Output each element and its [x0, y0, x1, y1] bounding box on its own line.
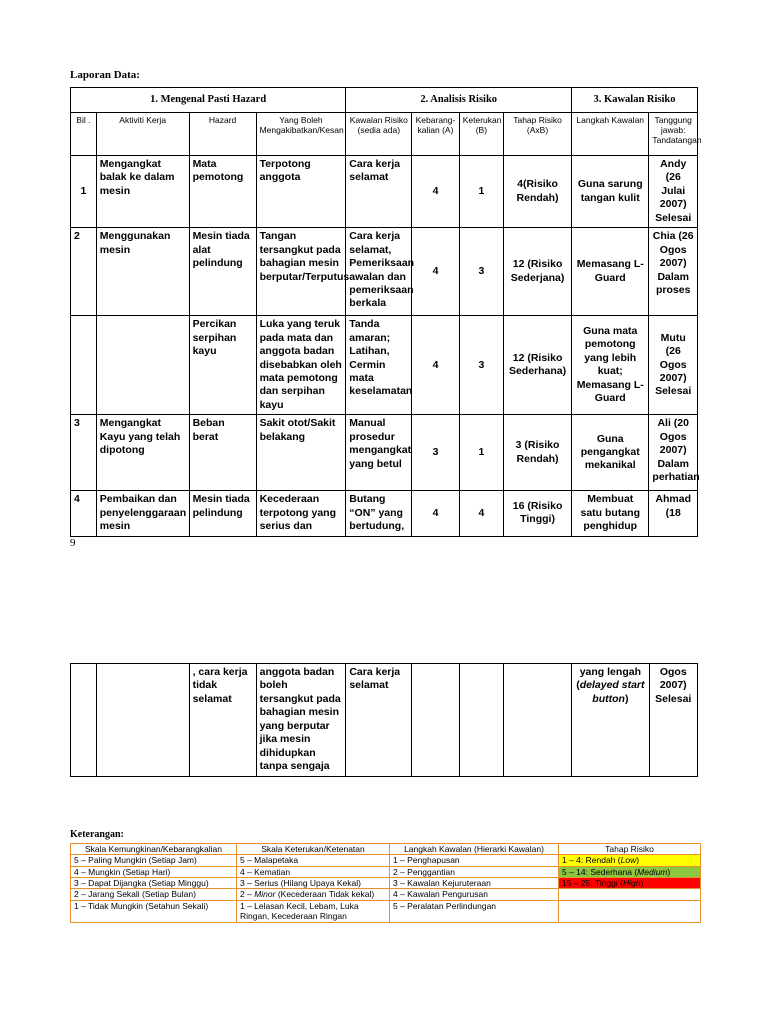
cell-akibat: anggota badan boleh tersangkut pada bahagian mesin yang berputar jika mesin dihidupkan tanpa sengaja: [256, 664, 346, 777]
legend-control: 2 – Penggantian: [390, 866, 559, 877]
cell-akibat: Kecederaan terpotong yang serius dan: [256, 491, 346, 536]
legend-severity: 5 – Malapetaka: [237, 855, 390, 866]
table-row: [71, 491, 698, 536]
cell-akibat: Luka yang teruk pada mata dan anggota badan disebabkan oleh mata pemotong dan serpihan kayu: [256, 316, 346, 415]
cell-kawalan: Cara kerja selamat: [346, 156, 412, 228]
cell-langkah-kawalan: Memasang L-Guard: [572, 228, 649, 316]
legend-row: [71, 900, 701, 922]
cell-langkah-kawalan: Membuat satu butang penghidup: [572, 491, 649, 536]
cell-aktiviti: Pembaikan dan penyelenggaraan mesin: [96, 491, 189, 536]
col-header-aktiviti: Aktiviti Kerja: [96, 113, 189, 156]
cell-akibat: Tangan tersangkut pada bahagian mesin berputar/Terputus: [256, 228, 346, 316]
risk-label-close: ): [640, 878, 644, 889]
cell-bil: 1: [71, 156, 97, 228]
risk-table-continuation: [70, 663, 698, 777]
severity-minor: Minor: [254, 889, 276, 900]
risk-label-en: High: [622, 878, 641, 889]
risk-label-close: ): [636, 855, 640, 866]
cell-kebarangkalian: 4: [412, 316, 459, 415]
table-row: [71, 156, 698, 228]
cell-kawalan: Tanda amaran; Latihan, Cermin mata keselamatan: [346, 316, 412, 415]
legend-row: [71, 855, 701, 866]
legend-control: 3 – Kawalan Kejuruteraan: [390, 878, 559, 889]
cell-aktiviti: Mengangkat Kayu yang telah dipotong: [96, 415, 189, 491]
cell-hazard: Percikan serpihan kayu: [189, 316, 256, 415]
page-number: 9: [70, 537, 76, 549]
col-header-akibat: Yang Boleh Mengakibatkan/Kesan: [256, 113, 346, 156]
cell-tanggungjawab: Chia (26 Ogos 2007) Dalam proses: [649, 228, 698, 316]
cell-aktiviti: [96, 664, 189, 777]
legend-likelihood: 5 – Paling Mungkin (Setiap Jam): [71, 855, 237, 866]
cell-langkah-kawalan: Guna pengangkat mekanikal: [572, 415, 649, 491]
col-header-tahap-risiko: Tahap Risiko (AxB): [504, 113, 572, 156]
legend-empty: [559, 900, 701, 922]
legend-empty: [559, 889, 701, 900]
cell-aktiviti: [96, 316, 189, 415]
cell-bil: 4: [71, 491, 97, 536]
table-row: [71, 316, 698, 415]
cell-tanggungjawab: Ahmad (18: [649, 491, 698, 536]
cell-bil: [71, 316, 97, 415]
cell-kawalan: Cara kerja selamat: [346, 664, 412, 777]
langkah-text-pre: yang lengah (: [576, 666, 641, 692]
cell-bil: 3: [71, 415, 97, 491]
section-title-analysis: 2. Analisis Risiko: [346, 88, 572, 113]
langkah-text-post: ): [624, 692, 629, 705]
cell-akibat: Sakit otot/Sakit belakang: [256, 415, 346, 491]
col-header-bil: Bil .: [71, 113, 97, 156]
risk-level-medium: [559, 866, 701, 877]
cell-langkah-kawalan: Guna sarung tangan kulit: [572, 156, 649, 228]
cell-kebarangkalian: 3: [412, 415, 459, 491]
cell-tahap-risiko: 12 (Risiko Sederjana): [504, 228, 572, 316]
risk-level-high: [559, 878, 701, 889]
cell-tanggungjawab: Ali (20 Ogos 2007) Dalam perhatian: [649, 415, 698, 491]
col-header-keterukan: Keterukan (B): [459, 113, 503, 156]
legend-likelihood: 3 – Dapat Dijangka (Setiap Minggu): [71, 878, 237, 889]
cell-keterukan: [459, 664, 503, 777]
legend-severity: 1 – Lelasan Kecil, Lebam, Luka Ringan, Kecederaan Ringan: [237, 900, 390, 922]
risk-range: 1 – 4: [562, 855, 581, 866]
legend-severity: 3 – Serius (Hilang Upaya Kekal): [237, 878, 390, 889]
table-row: [71, 415, 698, 491]
cell-langkah-kawalan: Guna mata pemotong yang lebih kuat; Memasang L-Guard: [572, 316, 649, 415]
risk-label-en: Medium: [637, 866, 668, 877]
cell-kebarangkalian: [412, 664, 459, 777]
section-title-hazard: 1. Mengenal Pasti Hazard: [71, 88, 346, 113]
cell-tanggungjawab: Ogos 2007) Selesai: [649, 664, 697, 777]
legend-heading: Keterangan:: [70, 829, 124, 840]
risk-level-low: [559, 855, 701, 866]
langkah-text-english: delayed start button: [579, 679, 645, 705]
cell-kawalan: Cara kerja selamat, Pemeriksaan awalan dan pemeriksaan berkala: [346, 228, 412, 316]
legend-likelihood: 1 – Tidak Mungkin (Setahun Sekali): [71, 900, 237, 922]
report-heading: Laporan Data:: [70, 69, 140, 81]
cell-aktiviti: Menggunakan mesin: [96, 228, 189, 316]
legend-header-severity: Skala Keterukan/Ketenatan: [237, 844, 390, 855]
legend-likelihood: 4 – Mungkin (Setiap Hari): [71, 866, 237, 877]
cell-kawalan: Manual prosedur mengangkat yang betul: [346, 415, 412, 491]
risk-range: 5 – 14: [562, 866, 586, 877]
cell-akibat: Terpotong anggota: [256, 156, 346, 228]
legend-control: 4 – Kawalan Pengurusan: [390, 889, 559, 900]
legend-header-risk-level: Tahap Risiko: [559, 844, 701, 855]
cell-keterukan: 4: [459, 491, 503, 536]
cell-tanggungjawab: Mutu (26 Ogos 2007) Selesai: [649, 316, 698, 415]
cell-tahap-risiko: 16 (Risiko Tinggi): [504, 491, 572, 536]
risk-range: 15 – 25: [562, 878, 591, 889]
cell-tahap-risiko: 4(Risiko Rendah): [504, 156, 572, 228]
cell-kebarangkalian: 4: [412, 228, 459, 316]
cell-tahap-risiko: 12 (Risiko Sederhana): [504, 316, 572, 415]
legend-header-control: Langkah Kawalan (Hierarki Kawalan): [390, 844, 559, 855]
cell-hazard: Mata pemotong: [189, 156, 256, 228]
cell-tanggungjawab: Andy (26 Julai 2007) Selesai: [649, 156, 698, 228]
legend-row: [71, 889, 701, 900]
cell-tahap-risiko: [504, 664, 572, 777]
legend-severity: [237, 889, 390, 900]
column-header-row: [71, 113, 698, 156]
cell-tahap-risiko: 3 (Risiko Rendah): [504, 415, 572, 491]
severity-prefix: 2 –: [240, 889, 255, 900]
risk-label: : Rendah (: [580, 855, 621, 866]
risk-assessment-table: [70, 87, 702, 537]
col-header-hazard: Hazard: [189, 113, 256, 156]
cell-bil: 2: [71, 228, 97, 316]
cell-keterukan: 3: [459, 316, 503, 415]
legend-row: [71, 866, 701, 877]
legend-header-likelihood: Skala Kemungkinan/Kebarangkalian: [71, 844, 237, 855]
cell-keterukan: 3: [459, 228, 503, 316]
legend-likelihood: 2 – Jarang Sekali (Setiap Bulan): [71, 889, 237, 900]
legend-row: [71, 878, 701, 889]
legend-header-row: [71, 844, 701, 855]
section-title-control: 3. Kawalan Risiko: [572, 88, 698, 113]
cell-langkah-kawalan: [572, 664, 649, 777]
cell-hazard: Beban berat: [189, 415, 256, 491]
legend-severity: 4 – Kematian: [237, 866, 390, 877]
risk-label-close: ): [667, 866, 671, 877]
col-header-tanggungjawab: Tanggung jawab: Tandatangan: [649, 113, 698, 156]
cell-aktiviti: Mengangkat balak ke dalam mesin: [96, 156, 189, 228]
cell-bil: [71, 664, 97, 777]
legend-control: 1 – Penghapusan: [390, 855, 559, 866]
cell-hazard: Mesin tiada alat pelindung: [189, 228, 256, 316]
cell-hazard: Mesin tiada pelindung: [189, 491, 256, 536]
cell-keterukan: 1: [459, 415, 503, 491]
col-header-kawalan: Kawalan Risiko (sedia ada): [346, 113, 412, 156]
table-row: [71, 664, 698, 777]
col-header-langkah-kawalan: Langkah Kawalan: [572, 113, 649, 156]
legend-control: 5 – Peralatan Perlindungan: [390, 900, 559, 922]
cell-kawalan: Butang “ON” yang bertudung,: [346, 491, 412, 536]
risk-label: : Tinggi (: [590, 878, 623, 889]
table-row: [71, 228, 698, 316]
legend-table: [70, 843, 701, 923]
cell-keterukan: 1: [459, 156, 503, 228]
risk-label-en: Low: [620, 855, 637, 866]
cell-kebarangkalian: 4: [412, 156, 459, 228]
cell-hazard: , cara kerja tidak selamat: [189, 664, 256, 777]
severity-minor-rest: (Kecederaan Tidak kekal): [275, 889, 375, 900]
cell-kebarangkalian: 4: [412, 491, 459, 536]
section-header-row: [71, 88, 698, 113]
col-header-kebarangkalian: Kebarang-kalian (A): [412, 113, 459, 156]
risk-label: : Sederhana (: [585, 866, 638, 877]
